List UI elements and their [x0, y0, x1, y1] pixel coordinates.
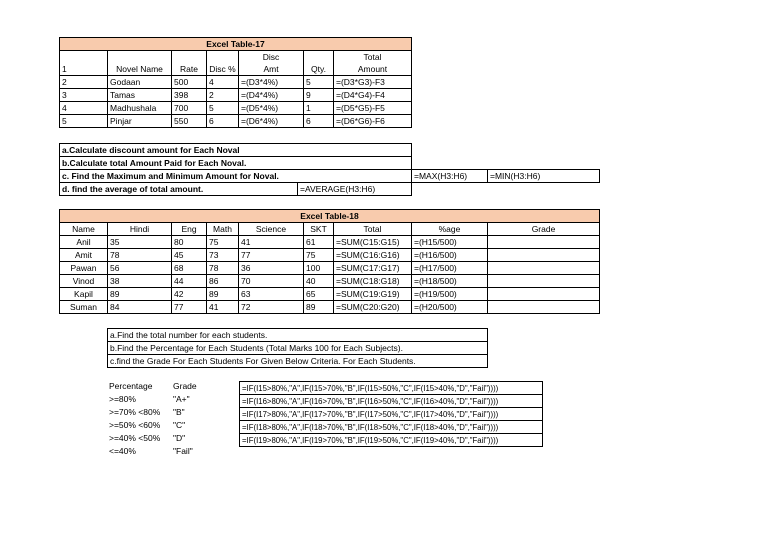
cell[interactable]: 41	[239, 236, 304, 249]
criteria-percentage[interactable]: <=40%	[109, 446, 136, 456]
table-row	[60, 275, 600, 288]
cell[interactable]: 77	[239, 249, 304, 262]
cell[interactable]: =SUM(C18:G18)	[334, 275, 412, 288]
question-c[interactable]: c. Find the Maximum and Minimum Amount for Noval.	[60, 170, 412, 183]
cell[interactable]: 3	[60, 89, 108, 102]
table-row	[60, 249, 600, 262]
question-18-b[interactable]: b.Find the Percentage for Each Students (Total Marks 100 for Each Subjects).	[108, 342, 488, 355]
formula-row	[240, 434, 543, 447]
cell[interactable]: 5	[207, 102, 239, 115]
cell[interactable]: 4	[60, 102, 108, 115]
cell[interactable]: 6	[304, 115, 334, 128]
column-header[interactable]: Grade	[488, 223, 600, 236]
grade-formula-cell[interactable]: =IF(I18>80%,"A",IF(I18>70%,"B",IF(I18>50%,"C",IF(I18>40%,"D","Fail"))))	[240, 421, 543, 434]
cell[interactable]: =(D6*G6)-F6	[334, 115, 412, 128]
header-novel-name[interactable]: Novel Name	[108, 51, 172, 76]
table-18-title: Excel Table-18	[60, 210, 600, 223]
cell[interactable]: 38	[108, 275, 172, 288]
header-disc-amt[interactable]: Disc Amt	[239, 51, 304, 76]
table-17-title: Excel Table-17	[60, 38, 412, 51]
cell[interactable]: 86	[207, 275, 239, 288]
grade-formula-cell[interactable]: =IF(I17>80%,"A",IF(I17>70%,"B",IF(I17>50%,"C",IF(I17>40%,"D","Fail"))))	[240, 408, 543, 421]
question-d[interactable]: d. find the average of total amount.	[60, 183, 298, 196]
header-qty[interactable]: Qty.	[304, 51, 334, 76]
table-row	[60, 89, 412, 102]
cell[interactable]: 89	[108, 288, 172, 301]
cell[interactable]: =SUM(C17:G17)	[334, 262, 412, 275]
table-row	[60, 115, 412, 128]
cell[interactable]: 72	[239, 301, 304, 314]
question-18-a[interactable]: a.Find the total number for each students.	[108, 329, 488, 342]
cell[interactable]: 2	[60, 76, 108, 89]
criteria-grade[interactable]: "D"	[173, 433, 186, 443]
cell[interactable]: 40	[304, 275, 334, 288]
excel-table-18	[59, 209, 600, 314]
criteria-percentage[interactable]: >=70% <80%	[109, 407, 161, 417]
cell[interactable]: 1	[304, 102, 334, 115]
column-header[interactable]: Science	[239, 223, 304, 236]
table-row	[60, 76, 412, 89]
cell[interactable]	[488, 262, 600, 275]
table-row	[60, 288, 600, 301]
cell[interactable]: Godaan	[108, 76, 172, 89]
header-rate[interactable]: Rate	[172, 51, 207, 76]
header-disc-percent[interactable]: Disc %	[207, 51, 239, 76]
cell[interactable]: 89	[304, 301, 334, 314]
question-18-c[interactable]: c.find the Grade For Each Students For Given Below Criteria. For Each Students.	[108, 355, 488, 368]
column-header[interactable]: Math	[207, 223, 239, 236]
criteria-percentage[interactable]: >=80%	[109, 394, 136, 404]
cell[interactable]: =(D6*4%)	[239, 115, 304, 128]
criteria-percentage[interactable]: Percentage	[109, 381, 153, 391]
cell[interactable]: 4	[207, 76, 239, 89]
cell[interactable]: 44	[172, 275, 207, 288]
column-header[interactable]: Name	[60, 223, 108, 236]
question-b[interactable]: b.Calculate total Amount Paid for Each Noval.	[60, 157, 412, 170]
cell[interactable]: =(H17/500)	[412, 262, 488, 275]
cell[interactable]: 63	[239, 288, 304, 301]
cell[interactable]: 5	[304, 76, 334, 89]
grade-formula-cell[interactable]: =IF(I19>80%,"A",IF(I19>70%,"B",IF(I19>50%,"C",IF(I19>40%,"D","Fail"))))	[240, 434, 543, 447]
cell[interactable]: =(H19/500)	[412, 288, 488, 301]
cell[interactable]: =(D3*4%)	[239, 76, 304, 89]
criteria-grade[interactable]: "C"	[173, 420, 186, 430]
column-header[interactable]: %age	[412, 223, 488, 236]
header-total-amount[interactable]: Total Amount	[334, 51, 412, 76]
cell[interactable]: =(D5*G5)-F5	[334, 102, 412, 115]
table-row	[60, 102, 412, 115]
table-17-questions	[59, 143, 600, 196]
cell[interactable]: =(H18/500)	[412, 275, 488, 288]
table-row	[60, 301, 600, 314]
cell[interactable]: =SUM(C19:G19)	[334, 288, 412, 301]
cell[interactable]: 78	[108, 249, 172, 262]
student-name-cell[interactable]: Amit	[60, 249, 108, 262]
criteria-grade[interactable]: "A+"	[173, 394, 190, 404]
question-a[interactable]: a.Calculate discount amount for Each Noval	[60, 144, 412, 157]
cell[interactable]: 2	[207, 89, 239, 102]
criteria-grade[interactable]: Grade	[173, 381, 197, 391]
criteria-grade[interactable]: "B"	[173, 407, 185, 417]
cell[interactable]: 73	[207, 249, 239, 262]
cell[interactable]: 70	[239, 275, 304, 288]
column-header[interactable]: Eng	[172, 223, 207, 236]
cell[interactable]: Madhushala	[108, 102, 172, 115]
grade-formula-cell[interactable]: =IF(I16>80%,"A",IF(I16>70%,"B",IF(I16>50%,"C",IF(I16>40%,"D","Fail"))))	[240, 395, 543, 408]
cell[interactable]: 36	[239, 262, 304, 275]
cell[interactable]: 100	[304, 262, 334, 275]
cell[interactable]: 80	[172, 236, 207, 249]
cell[interactable]: =SUM(C20:G20)	[334, 301, 412, 314]
student-name-cell[interactable]: Kapil	[60, 288, 108, 301]
table-18-header-row	[60, 223, 600, 236]
criteria-percentage[interactable]: >=40% <50%	[109, 433, 161, 443]
cell[interactable]: =SUM(C16:G16)	[334, 249, 412, 262]
cell[interactable]: Pinjar	[108, 115, 172, 128]
column-header[interactable]: Total	[334, 223, 412, 236]
criteria-grade[interactable]: "Fail"	[173, 446, 193, 456]
cell[interactable]: =(D5*4%)	[239, 102, 304, 115]
excel-table-17	[59, 37, 412, 128]
formula-row	[240, 408, 543, 421]
cell[interactable]: 75	[304, 249, 334, 262]
cell[interactable]: =(H16/500)	[412, 249, 488, 262]
table-row	[60, 236, 600, 249]
criteria-percentage[interactable]: >=50% <60%	[109, 420, 161, 430]
formula-row	[240, 421, 543, 434]
cell[interactable]: 35	[108, 236, 172, 249]
min-formula-cell[interactable]: =MIN(H3:H6)	[488, 170, 600, 183]
cell[interactable]: 550	[172, 115, 207, 128]
cell[interactable]	[488, 236, 600, 249]
column-header[interactable]: Hindi	[108, 223, 172, 236]
cell[interactable]: 84	[108, 301, 172, 314]
cell[interactable]: 41	[207, 301, 239, 314]
cell[interactable]: =(H20/500)	[412, 301, 488, 314]
cell[interactable]: =SUM(C15:G15)	[334, 236, 412, 249]
cell[interactable]: =(H15/500)	[412, 236, 488, 249]
cell[interactable]: 5	[60, 115, 108, 128]
cell[interactable]: 61	[304, 236, 334, 249]
table-row	[60, 262, 600, 275]
cell[interactable]: Tamas	[108, 89, 172, 102]
cell[interactable]	[488, 301, 600, 314]
cell[interactable]: =(D3*G3)-F3	[334, 76, 412, 89]
cell[interactable]: 78	[207, 262, 239, 275]
student-name-cell[interactable]: Anil	[60, 236, 108, 249]
max-formula-cell[interactable]: =MAX(H3:H6)	[412, 170, 488, 183]
cell[interactable]: 6	[207, 115, 239, 128]
formula-row	[240, 395, 543, 408]
average-formula-cell[interactable]: =AVERAGE(H3:H6)	[298, 183, 412, 196]
column-header[interactable]: SKT	[304, 223, 334, 236]
cell[interactable]: =(D4*4%)	[239, 89, 304, 102]
cell-row-num[interactable]: 1	[60, 51, 108, 76]
cell[interactable]: 65	[304, 288, 334, 301]
cell[interactable]: 700	[172, 102, 207, 115]
cell[interactable]: 75	[207, 236, 239, 249]
cell[interactable]	[488, 288, 600, 301]
cell[interactable]: 89	[207, 288, 239, 301]
cell[interactable]: 77	[172, 301, 207, 314]
cell[interactable]: =(D4*G4)-F4	[334, 89, 412, 102]
table-18-questions	[107, 328, 488, 368]
cell[interactable]	[488, 249, 600, 262]
cell[interactable]: 398	[172, 89, 207, 102]
cell[interactable]: 42	[172, 288, 207, 301]
formula-row	[240, 382, 543, 395]
cell[interactable]: 9	[304, 89, 334, 102]
cell[interactable]	[488, 275, 600, 288]
cell[interactable]: 45	[172, 249, 207, 262]
student-name-cell[interactable]: Vinod	[60, 275, 108, 288]
grade-formula-cell[interactable]: =IF(I15>80%,"A",IF(I15>70%,"B",IF(I15>50%,"C",IF(I15>40%,"D","Fail"))))	[240, 382, 543, 395]
student-name-cell[interactable]: Suman	[60, 301, 108, 314]
cell[interactable]: 500	[172, 76, 207, 89]
cell[interactable]: 68	[172, 262, 207, 275]
student-name-cell[interactable]: Pawan	[60, 262, 108, 275]
cell[interactable]: 56	[108, 262, 172, 275]
grade-formulas	[239, 381, 543, 447]
